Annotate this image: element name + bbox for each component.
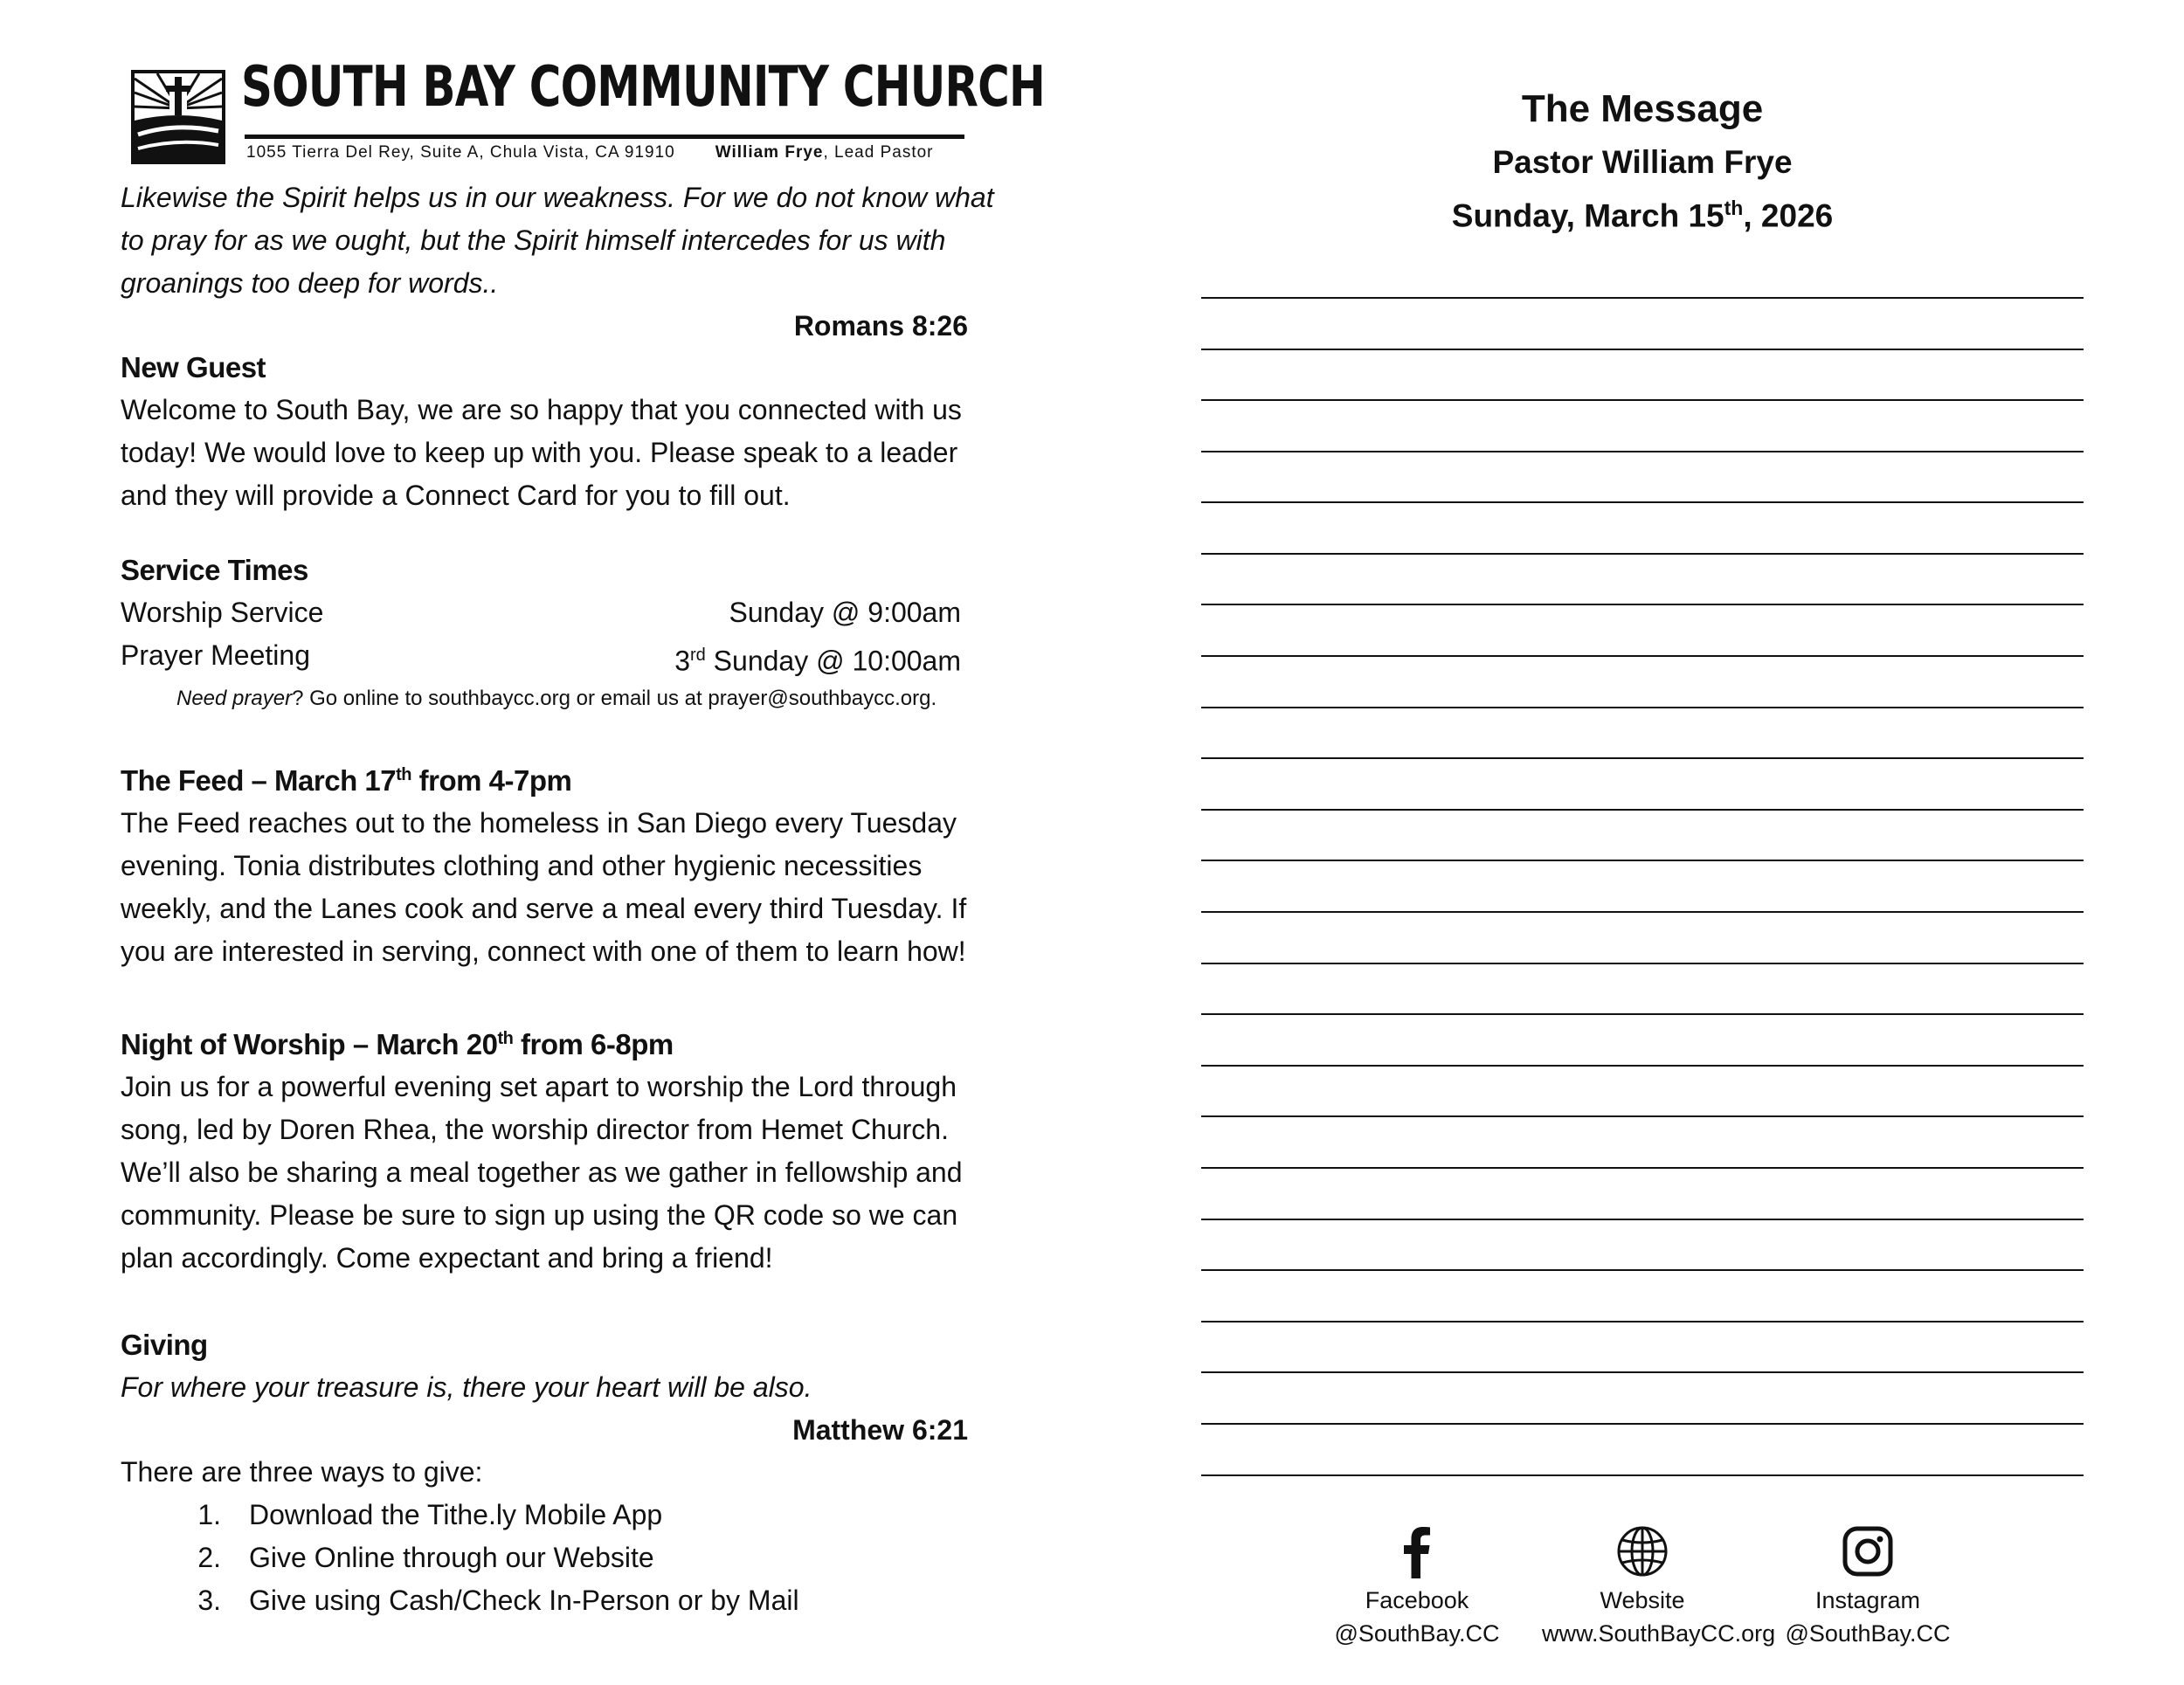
message-title: The Message [1521, 87, 1764, 130]
note-line [1201, 555, 2084, 606]
message-pastor: Pastor William Frye [1492, 144, 1793, 180]
new-guest-text [121, 389, 994, 517]
list-item: 1. Download the Tithe.ly Mobile App [197, 1498, 663, 1530]
left-column [121, 55, 1045, 1622]
text-line: community. Please be sure to sign up using the QR code so we can [121, 1198, 958, 1231]
list-item: 2. Give Online through our Website [197, 1541, 654, 1573]
text-line: today! We would love to keep up with you. Please speak to a leader [121, 437, 958, 468]
note-line [1201, 1169, 2084, 1220]
address-line [246, 143, 934, 162]
note-line [1201, 503, 2084, 555]
instagram-handle: @SouthBay.CC [1785, 1619, 1951, 1647]
prayer-meeting-time: 3rd Sunday @ 10:00am [674, 645, 961, 677]
new-guest-heading: New Guest [121, 351, 266, 383]
prayer-note: Need prayer? Go online to southbaycc.org or email us at prayer@southbaycc.org. [176, 686, 937, 710]
giving-verse-reference: Matthew 6:21 [792, 1413, 968, 1446]
website-label: Website [1600, 1586, 1685, 1613]
note-line [1201, 350, 2084, 402]
night-of-worship-text [121, 1066, 994, 1280]
worship-service-row [121, 591, 994, 634]
church-name: SOUTH BAY COMMUNITY CHURCH [241, 55, 1045, 120]
right-column [1201, 70, 2084, 1650]
sermon-notes-lines [1201, 247, 2084, 1475]
verse-line: Likewise the Spirit helps us in our weakness. For we do not know what [121, 182, 994, 213]
note-line [1201, 1067, 2084, 1118]
social-links [1201, 1524, 2084, 1650]
worship-service-label: Worship Service [121, 597, 324, 628]
text-line: weekly, and the Lanes cook and serve a meal every third Tuesday. If [121, 892, 967, 924]
giving-methods-list [121, 1494, 994, 1622]
church-cross-logo-icon [131, 70, 225, 164]
note-line [1201, 861, 2084, 913]
note-line [1201, 811, 2084, 862]
text-line: We’ll also be sharing a meal together as we gather in fellowship and [121, 1156, 963, 1188]
verse-reference: Romans 8:26 [793, 310, 968, 342]
text-line: Join us for a powerful evening set apart to worship the Lord through [121, 1070, 957, 1102]
giving-heading: Giving [121, 1328, 208, 1361]
text-line: song, led by Doren Rhea, the worship director from Hemet Church. [121, 1113, 949, 1145]
worship-service-time: Sunday @ 9:00am [729, 597, 961, 628]
facebook-label: Facebook [1365, 1586, 1469, 1613]
note-line [1201, 247, 2084, 299]
note-line [1201, 605, 2084, 657]
note-line [1201, 964, 2084, 1016]
giving-verse: For where your treasure is, there your heart will be also. [121, 1371, 812, 1403]
instagram-label: Instagram [1814, 1586, 1921, 1613]
note-line [1201, 401, 2084, 452]
facebook-handle: @SouthBay.CC [1334, 1619, 1500, 1647]
note-line [1201, 913, 2084, 964]
text-line: The Feed reaches out to the homeless in San Diego every Tuesday [121, 806, 957, 839]
verse-line: groanings too deep for words.. [121, 267, 499, 299]
instagram-icon [1841, 1524, 1895, 1578]
note-line [1201, 299, 2084, 350]
text-line: Welcome to South Bay, we are so happy that you connected with us [121, 394, 962, 425]
note-line [1201, 1425, 2084, 1476]
note-line [1201, 1373, 2084, 1425]
night-of-worship-heading: Night of Worship – March 20th from 6-8pm [121, 1027, 674, 1060]
note-line [1201, 452, 2084, 504]
website-handle: www.SouthBayCC.org [1542, 1619, 1776, 1647]
note-line [1201, 657, 2084, 708]
facebook-icon [1391, 1524, 1443, 1578]
note-line [1201, 1322, 2084, 1374]
text-line: plan accordingly. Come expectant and bring a friend! [121, 1241, 773, 1274]
text-line: you are interested in serving, connect with one of them to learn how! [121, 935, 966, 967]
list-item: 3. Give using Cash/Check In-Person or by Mail [197, 1584, 799, 1616]
church-address: 1055 Tierra Del Rey, Suite A, Chula Vista, CA 91910 [246, 143, 675, 162]
text-line: and they will provide a Connect Card for you to fill out. [121, 480, 791, 511]
prayer-meeting-label: Prayer Meeting [121, 639, 310, 671]
note-line [1201, 1117, 2084, 1169]
pastor-role: , Lead Pastor [823, 143, 934, 162]
website-link[interactable] [1542, 1524, 1776, 1650]
logo-divider [245, 135, 964, 139]
facebook-link[interactable] [1317, 1524, 1517, 1650]
the-feed-text [121, 802, 994, 973]
note-line [1201, 708, 2084, 760]
church-logo [131, 55, 1045, 168]
note-line [1201, 1220, 2084, 1272]
note-line [1201, 1271, 2084, 1322]
service-times-heading: Service Times [121, 554, 308, 586]
giving-intro: There are three ways to give: [121, 1455, 483, 1488]
note-line [1201, 759, 2084, 811]
verse-line: to pray for as we ought, but the Spirit himself intercedes for us with [121, 224, 946, 256]
opening-verse [121, 176, 994, 305]
note-line [1201, 1015, 2084, 1067]
globe-icon [1615, 1524, 1669, 1578]
message-date: Sunday, March 15th, 2026 [1451, 197, 1834, 234]
text-line: evening. Tonia distributes clothing and other hygienic necessities [121, 849, 923, 881]
pastor-name: William Frye [715, 143, 824, 162]
the-feed-heading: The Feed – March 17th from 4-7pm [121, 763, 572, 797]
prayer-meeting-row [121, 634, 994, 683]
instagram-link[interactable] [1767, 1524, 1968, 1650]
